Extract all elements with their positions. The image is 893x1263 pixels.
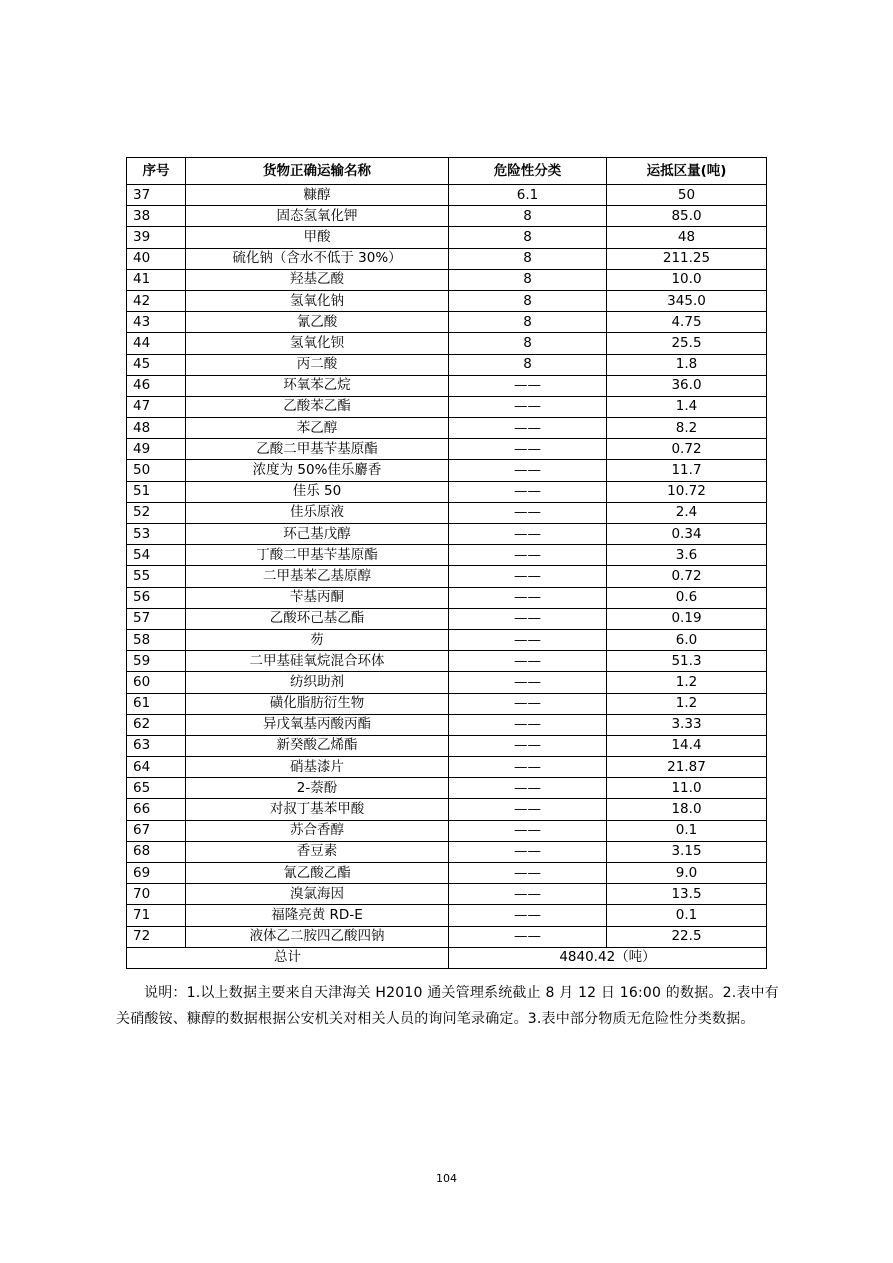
cell-hazard-class: —— <box>449 651 607 672</box>
cell-quantity: 345.0 <box>607 290 767 311</box>
cell-index: 38 <box>127 206 186 227</box>
cell-cargo-name: 乙酸二甲基苄基原酯 <box>186 439 449 460</box>
cell-cargo-name: 氢氧化钠 <box>186 290 449 311</box>
cell-quantity: 3.6 <box>607 545 767 566</box>
cell-index: 57 <box>127 608 186 629</box>
cell-cargo-name: 佳乐 50 <box>186 481 449 502</box>
cell-index: 39 <box>127 227 186 248</box>
cell-quantity: 2.4 <box>607 502 767 523</box>
cell-hazard-class: —— <box>449 905 607 926</box>
table-row <box>127 269 767 290</box>
cell-index: 59 <box>127 651 186 672</box>
cell-index: 53 <box>127 524 186 545</box>
cell-index: 72 <box>127 926 186 947</box>
table-row <box>127 185 767 206</box>
table-row <box>127 206 767 227</box>
cell-index: 65 <box>127 778 186 799</box>
table-row <box>127 248 767 269</box>
cell-hazard-class: —— <box>449 672 607 693</box>
cell-index: 61 <box>127 693 186 714</box>
cell-index: 67 <box>127 820 186 841</box>
cell-quantity: 3.33 <box>607 714 767 735</box>
cell-cargo-name: 2-萘酚 <box>186 778 449 799</box>
cell-quantity: 0.19 <box>607 608 767 629</box>
cell-quantity: 11.7 <box>607 460 767 481</box>
cell-cargo-name: 氢氧化钡 <box>186 333 449 354</box>
cell-hazard-class: —— <box>449 418 607 439</box>
table-row <box>127 608 767 629</box>
table-row <box>127 375 767 396</box>
table-body <box>127 185 767 948</box>
cell-hazard-class: 8 <box>449 354 607 375</box>
table-total-row <box>127 947 767 968</box>
cell-cargo-name: 苏合香醇 <box>186 820 449 841</box>
cell-index: 55 <box>127 566 186 587</box>
total-value: 4840.42（吨） <box>449 947 767 968</box>
cell-hazard-class: —— <box>449 799 607 820</box>
cell-cargo-name: 乙酸环己基乙酯 <box>186 608 449 629</box>
table-row <box>127 629 767 650</box>
cell-hazard-class: —— <box>449 863 607 884</box>
table-row <box>127 290 767 311</box>
cell-index: 68 <box>127 841 186 862</box>
table-row <box>127 884 767 905</box>
table-row <box>127 714 767 735</box>
table-row <box>127 672 767 693</box>
cell-hazard-class: —— <box>449 714 607 735</box>
cell-index: 64 <box>127 757 186 778</box>
cell-cargo-name: 乙酸苯乙酯 <box>186 396 449 417</box>
table-row <box>127 524 767 545</box>
cell-quantity: 0.1 <box>607 820 767 841</box>
cell-hazard-class: —— <box>449 629 607 650</box>
table-row <box>127 312 767 333</box>
cell-quantity: 0.72 <box>607 566 767 587</box>
cell-cargo-name: 福隆亮黄 RD-E <box>186 905 449 926</box>
header-quantity: 运抵区量(吨) <box>607 158 767 185</box>
cell-hazard-class: 8 <box>449 290 607 311</box>
cell-index: 51 <box>127 481 186 502</box>
cell-hazard-class: 8 <box>449 248 607 269</box>
total-label: 总计 <box>127 947 449 968</box>
cell-hazard-class: —— <box>449 396 607 417</box>
cell-hazard-class: —— <box>449 820 607 841</box>
table-row <box>127 333 767 354</box>
table-header-row <box>127 158 767 185</box>
cell-quantity: 0.6 <box>607 587 767 608</box>
cell-hazard-class: —— <box>449 757 607 778</box>
cell-index: 47 <box>127 396 186 417</box>
table-row <box>127 396 767 417</box>
cell-cargo-name: 环氧苯乙烷 <box>186 375 449 396</box>
cell-hazard-class: —— <box>449 460 607 481</box>
cell-hazard-class: 8 <box>449 333 607 354</box>
table-row <box>127 926 767 947</box>
table-row <box>127 735 767 756</box>
cell-cargo-name: 二甲基苯乙基原醇 <box>186 566 449 587</box>
cell-quantity: 1.8 <box>607 354 767 375</box>
cell-hazard-class: —— <box>449 502 607 523</box>
cell-cargo-name: 甲酸 <box>186 227 449 248</box>
cell-hazard-class: —— <box>449 884 607 905</box>
cell-index: 52 <box>127 502 186 523</box>
cell-hazard-class: —— <box>449 566 607 587</box>
cell-index: 62 <box>127 714 186 735</box>
table-row <box>127 566 767 587</box>
cell-index: 48 <box>127 418 186 439</box>
cell-cargo-name: 羟基乙酸 <box>186 269 449 290</box>
cell-hazard-class: —— <box>449 481 607 502</box>
cell-quantity: 6.0 <box>607 629 767 650</box>
table-row <box>127 905 767 926</box>
table-row <box>127 820 767 841</box>
cell-hazard-class: 6.1 <box>449 185 607 206</box>
table-row <box>127 799 767 820</box>
cell-quantity: 211.25 <box>607 248 767 269</box>
cell-cargo-name: 丁酸二甲基苄基原酯 <box>186 545 449 566</box>
cell-hazard-class: 8 <box>449 269 607 290</box>
table-row <box>127 354 767 375</box>
cell-quantity: 14.4 <box>607 735 767 756</box>
cell-cargo-name: 氰乙酸乙酯 <box>186 863 449 884</box>
table-row <box>127 439 767 460</box>
cell-quantity: 18.0 <box>607 799 767 820</box>
cell-hazard-class: 8 <box>449 206 607 227</box>
header-cargo-name: 货物正确运输名称 <box>186 158 449 185</box>
cell-quantity: 25.5 <box>607 333 767 354</box>
cell-quantity: 1.4 <box>607 396 767 417</box>
table-row <box>127 460 767 481</box>
cell-quantity: 9.0 <box>607 863 767 884</box>
cell-index: 49 <box>127 439 186 460</box>
cell-quantity: 8.2 <box>607 418 767 439</box>
explanatory-note: 说明：1.以上数据主要来自天津海关 H2010 通关管理系统截止 8 月 12 日 16:00 的数据。2.表中有关硝酸铵、糠醇的数据根据公安机关对相关人员的询问笔录确定。3.表中部分物质无危险性分类数据。 <box>116 985 779 1027</box>
cell-hazard-class: —— <box>449 375 607 396</box>
cell-quantity: 0.72 <box>607 439 767 460</box>
cell-cargo-name: 香豆素 <box>186 841 449 862</box>
cell-cargo-name: 溴氯海因 <box>186 884 449 905</box>
table-row <box>127 418 767 439</box>
cell-quantity: 0.1 <box>607 905 767 926</box>
table-row <box>127 502 767 523</box>
header-index: 序号 <box>127 158 186 185</box>
cell-cargo-name: 芴 <box>186 629 449 650</box>
cell-hazard-class: —— <box>449 841 607 862</box>
cell-quantity: 4.75 <box>607 312 767 333</box>
cell-cargo-name: 浓度为 50%佳乐麝香 <box>186 460 449 481</box>
cell-quantity: 36.0 <box>607 375 767 396</box>
cell-cargo-name: 硝基漆片 <box>186 757 449 778</box>
cell-index: 58 <box>127 629 186 650</box>
cell-quantity: 50 <box>607 185 767 206</box>
cell-hazard-class: —— <box>449 735 607 756</box>
cell-quantity: 21.87 <box>607 757 767 778</box>
header-hazard-class: 危险性分类 <box>449 158 607 185</box>
table-row <box>127 651 767 672</box>
table-row <box>127 227 767 248</box>
table-row <box>127 545 767 566</box>
cell-hazard-class: —— <box>449 439 607 460</box>
cell-hazard-class: —— <box>449 608 607 629</box>
cell-quantity: 1.2 <box>607 672 767 693</box>
table-row <box>127 841 767 862</box>
cell-quantity: 85.0 <box>607 206 767 227</box>
cell-cargo-name: 二甲基硅氧烷混合环体 <box>186 651 449 672</box>
table-row <box>127 863 767 884</box>
cell-index: 44 <box>127 333 186 354</box>
cell-index: 43 <box>127 312 186 333</box>
cell-index: 60 <box>127 672 186 693</box>
cell-cargo-name: 佳乐原液 <box>186 502 449 523</box>
cell-cargo-name: 纺织助剂 <box>186 672 449 693</box>
table-row <box>127 481 767 502</box>
cargo-table <box>126 157 767 969</box>
cell-index: 56 <box>127 587 186 608</box>
cell-index: 50 <box>127 460 186 481</box>
cell-quantity: 11.0 <box>607 778 767 799</box>
cell-hazard-class: 8 <box>449 227 607 248</box>
cell-hazard-class: —— <box>449 926 607 947</box>
cell-cargo-name: 硫化钠（含水不低于 30%） <box>186 248 449 269</box>
cell-quantity: 51.3 <box>607 651 767 672</box>
cell-hazard-class: —— <box>449 693 607 714</box>
cell-quantity: 10.0 <box>607 269 767 290</box>
cell-quantity: 1.2 <box>607 693 767 714</box>
page-number: 104 <box>436 1172 457 1185</box>
cell-quantity: 0.34 <box>607 524 767 545</box>
cell-hazard-class: 8 <box>449 312 607 333</box>
cell-quantity: 10.72 <box>607 481 767 502</box>
cell-cargo-name: 液体乙二胺四乙酸四钠 <box>186 926 449 947</box>
cell-index: 45 <box>127 354 186 375</box>
cell-index: 40 <box>127 248 186 269</box>
cell-index: 71 <box>127 905 186 926</box>
cell-cargo-name: 固态氢氧化钾 <box>186 206 449 227</box>
cell-cargo-name: 苯乙醇 <box>186 418 449 439</box>
cell-hazard-class: —— <box>449 545 607 566</box>
cell-cargo-name: 氰乙酸 <box>186 312 449 333</box>
table-row <box>127 693 767 714</box>
cell-hazard-class: —— <box>449 587 607 608</box>
cell-cargo-name: 新癸酸乙烯酯 <box>186 735 449 756</box>
cell-index: 41 <box>127 269 186 290</box>
cell-cargo-name: 磺化脂肪衍生物 <box>186 693 449 714</box>
cell-index: 54 <box>127 545 186 566</box>
cell-index: 66 <box>127 799 186 820</box>
cell-cargo-name: 环己基戊醇 <box>186 524 449 545</box>
table-row <box>127 778 767 799</box>
cell-hazard-class: —— <box>449 778 607 799</box>
cell-cargo-name: 异戊氧基丙酸丙酯 <box>186 714 449 735</box>
table-row <box>127 757 767 778</box>
cell-quantity: 13.5 <box>607 884 767 905</box>
cell-cargo-name: 糠醇 <box>186 185 449 206</box>
cell-index: 69 <box>127 863 186 884</box>
cell-index: 42 <box>127 290 186 311</box>
cell-cargo-name: 对叔丁基苯甲酸 <box>186 799 449 820</box>
cell-cargo-name: 苄基丙酮 <box>186 587 449 608</box>
cell-hazard-class: —— <box>449 524 607 545</box>
cell-index: 46 <box>127 375 186 396</box>
cell-quantity: 22.5 <box>607 926 767 947</box>
cell-cargo-name: 丙二酸 <box>186 354 449 375</box>
cell-index: 63 <box>127 735 186 756</box>
cell-quantity: 3.15 <box>607 841 767 862</box>
cell-index: 37 <box>127 185 186 206</box>
cell-quantity: 48 <box>607 227 767 248</box>
table-row <box>127 587 767 608</box>
cell-index: 70 <box>127 884 186 905</box>
